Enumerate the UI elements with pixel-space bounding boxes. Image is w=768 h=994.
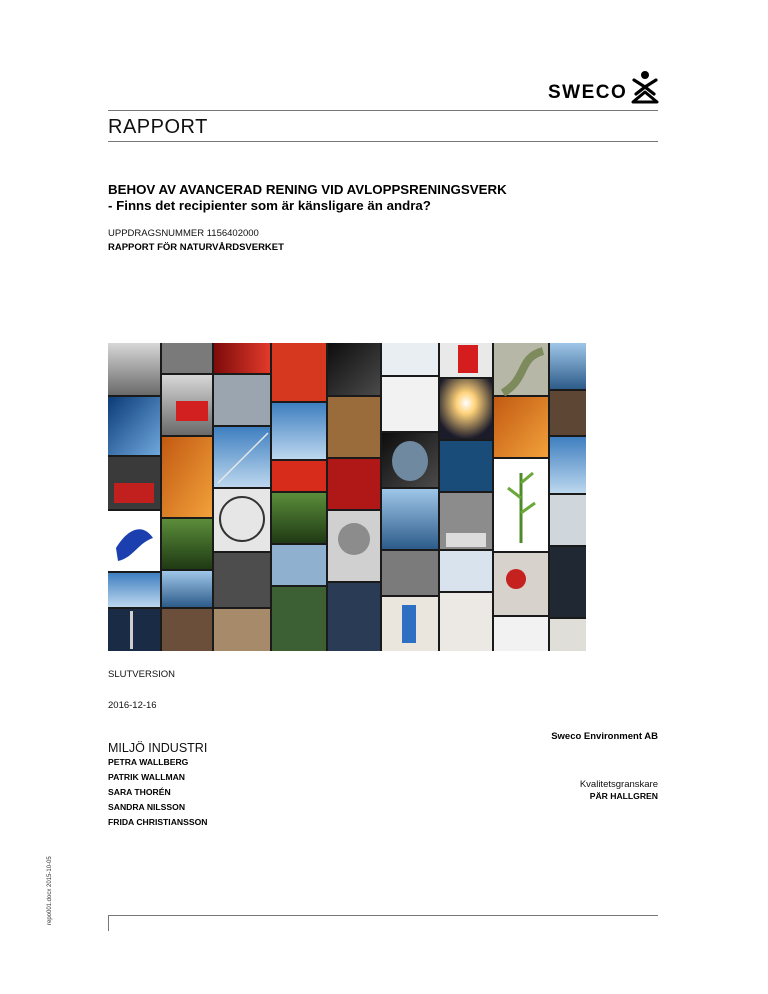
header-top-rule [108,110,658,111]
author-name: FRIDA CHRISTIANSSON [108,817,208,827]
author-name: PATRIK WALLMAN [108,772,186,782]
photo-collage-image [108,343,586,651]
company-name: Sweco Environment AB [551,731,658,742]
document-date: 2016-12-16 [108,700,157,711]
quality-reviewer-name: PÄR HALLGREN [589,791,658,801]
quality-reviewer-label: Kvalitetsgranskare [579,779,658,790]
header-bottom-rule [108,141,658,142]
document-version: SLUTVERSION [108,669,176,680]
author-name: SARA THORÉN [108,787,171,797]
department-name: MILJÖ INDUSTRI [108,741,208,755]
assignment-number: UPPDRAGSNUMMER 1156402000 [108,228,259,239]
cover-photo-mosaic [108,343,586,651]
report-subtitle: - Finns det recipienter som är känsligare än andra? [108,198,431,213]
author-name: SANDRA NILSSON [108,802,186,812]
sweco-figure-icon [630,70,660,104]
footer-tick [108,915,109,931]
report-title: BEHOV AV AVANCERAD RENING VID AVLOPPSRENINGSVERK [108,182,507,197]
template-identifier: repo001.docx 2015-10-05 [47,856,53,925]
author-name: PETRA WALLBERG [108,757,189,767]
footer-rule [108,915,658,916]
logo-text: SWECO [548,82,628,103]
document-type: RAPPORT [108,116,208,138]
sweco-logo [548,70,660,104]
report-client: RAPPORT FÖR NATURVÅRDSVERKET [108,242,284,253]
